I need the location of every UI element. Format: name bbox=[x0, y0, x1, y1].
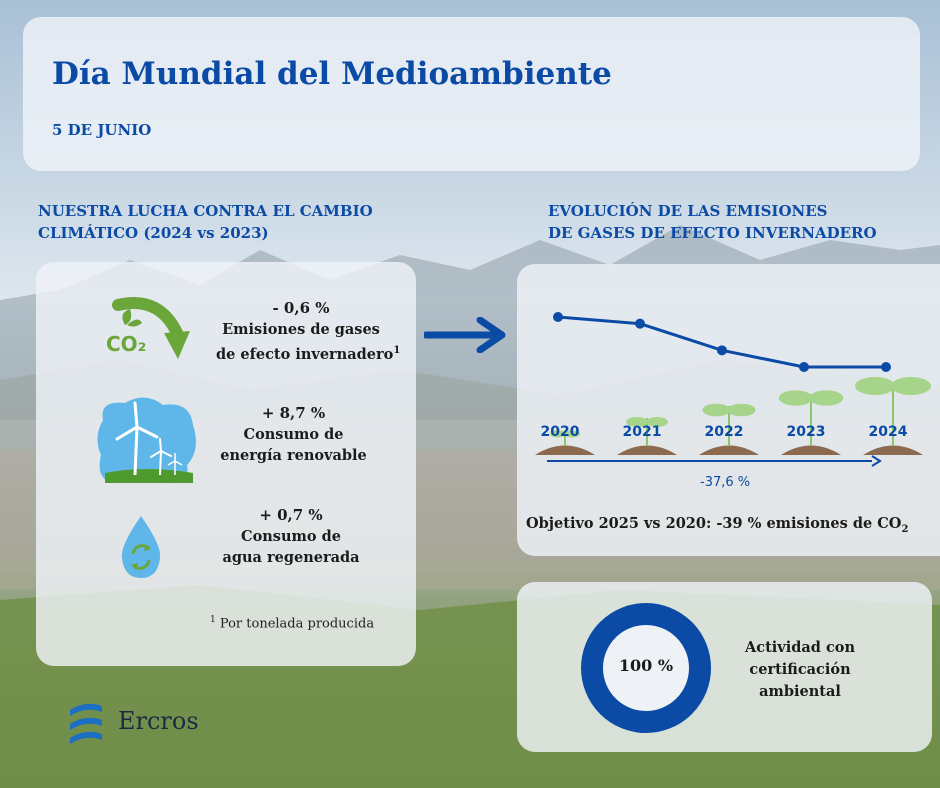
kpi-label-line2: agua regenerada bbox=[222, 549, 360, 566]
left-section-title bbox=[38, 200, 373, 244]
co2-icon-text: CO₂ bbox=[106, 332, 147, 356]
data-point bbox=[553, 312, 563, 322]
wind-turbine-icon bbox=[95, 395, 200, 487]
kpi-label-line2: energía renovable bbox=[220, 447, 367, 464]
plant-leaf bbox=[702, 404, 730, 417]
year-label: 2024 bbox=[868, 424, 908, 440]
plant-leaf bbox=[891, 377, 931, 395]
brand-name: Ercros bbox=[118, 707, 199, 735]
left-title-line2: CLIMÁTICO (2024 vs 2023) bbox=[38, 224, 269, 242]
data-point bbox=[799, 362, 809, 372]
timeline-arrowhead bbox=[872, 456, 880, 466]
plant-leaf bbox=[855, 377, 895, 395]
plant-leaf bbox=[728, 404, 756, 417]
kpi-label-line1: Emisiones de gases bbox=[222, 321, 380, 338]
plant-leaf bbox=[809, 390, 843, 405]
arrow-right-icon bbox=[424, 317, 506, 353]
data-point bbox=[881, 362, 891, 372]
certification-percent: 100 % bbox=[618, 656, 674, 675]
cert-line1: Actividad con bbox=[745, 639, 855, 656]
page-title: Día Mundial del Medioambiente bbox=[52, 56, 612, 92]
right-title-line2: DE GASES DE EFECTO INVERNADERO bbox=[548, 224, 877, 242]
kpi-value: - 0,6 % bbox=[272, 299, 330, 317]
kpi-value: + 8,7 % bbox=[261, 404, 326, 422]
kpi-ghg-emissions bbox=[216, 298, 401, 365]
header-panel bbox=[23, 17, 920, 171]
objective-text bbox=[526, 515, 908, 535]
cert-line2: certificación bbox=[749, 661, 851, 678]
data-point bbox=[635, 319, 645, 329]
footnote-marker: 1 bbox=[393, 345, 401, 356]
right-title-line1: EVOLUCIÓN DE LAS EMISIONES bbox=[548, 202, 828, 220]
series-line bbox=[558, 317, 886, 367]
soil-mound bbox=[699, 446, 759, 456]
emissions-reduction-label: -37,6 % bbox=[700, 475, 751, 490]
soil-mound bbox=[535, 446, 595, 456]
data-point bbox=[717, 345, 727, 355]
kpi-regenerated-water bbox=[216, 505, 366, 568]
cert-line3: ambiental bbox=[759, 683, 841, 700]
left-title-line1: NUESTRA LUCHA CONTRA EL CAMBIO bbox=[38, 202, 373, 220]
soil-mound bbox=[781, 446, 841, 456]
year-label: 2022 bbox=[704, 424, 744, 440]
soil-mound bbox=[617, 446, 677, 456]
plant-leaf bbox=[779, 390, 813, 405]
footnote-number: 1 bbox=[210, 615, 216, 625]
ercros-logo bbox=[66, 700, 106, 746]
footnote bbox=[210, 615, 374, 631]
certification-text bbox=[730, 637, 870, 703]
kpi-label-line1: Consumo de bbox=[243, 426, 344, 443]
water-drop-recycle-icon bbox=[118, 514, 164, 580]
year-label: 2021 bbox=[622, 424, 662, 440]
kpi-label-line2: de efecto invernadero bbox=[216, 345, 394, 363]
footnote-text: Por tonelada producida bbox=[219, 616, 375, 632]
kpi-label-line1: Consumo de bbox=[241, 528, 341, 545]
right-section-title bbox=[548, 200, 877, 244]
year-label: 2023 bbox=[786, 424, 826, 440]
co2-down-arrow-icon bbox=[100, 295, 192, 367]
year-label: 2020 bbox=[540, 424, 580, 440]
kpi-renewable-energy bbox=[216, 403, 371, 466]
soil-mound bbox=[863, 446, 923, 456]
page-date: 5 DE JUNIO bbox=[52, 121, 152, 139]
objective-label: Objetivo 2025 vs 2020: -39 % emisiones de CO bbox=[526, 515, 902, 532]
kpi-value: + 0,7 % bbox=[259, 506, 323, 524]
objective-subscript: 2 bbox=[901, 523, 909, 535]
